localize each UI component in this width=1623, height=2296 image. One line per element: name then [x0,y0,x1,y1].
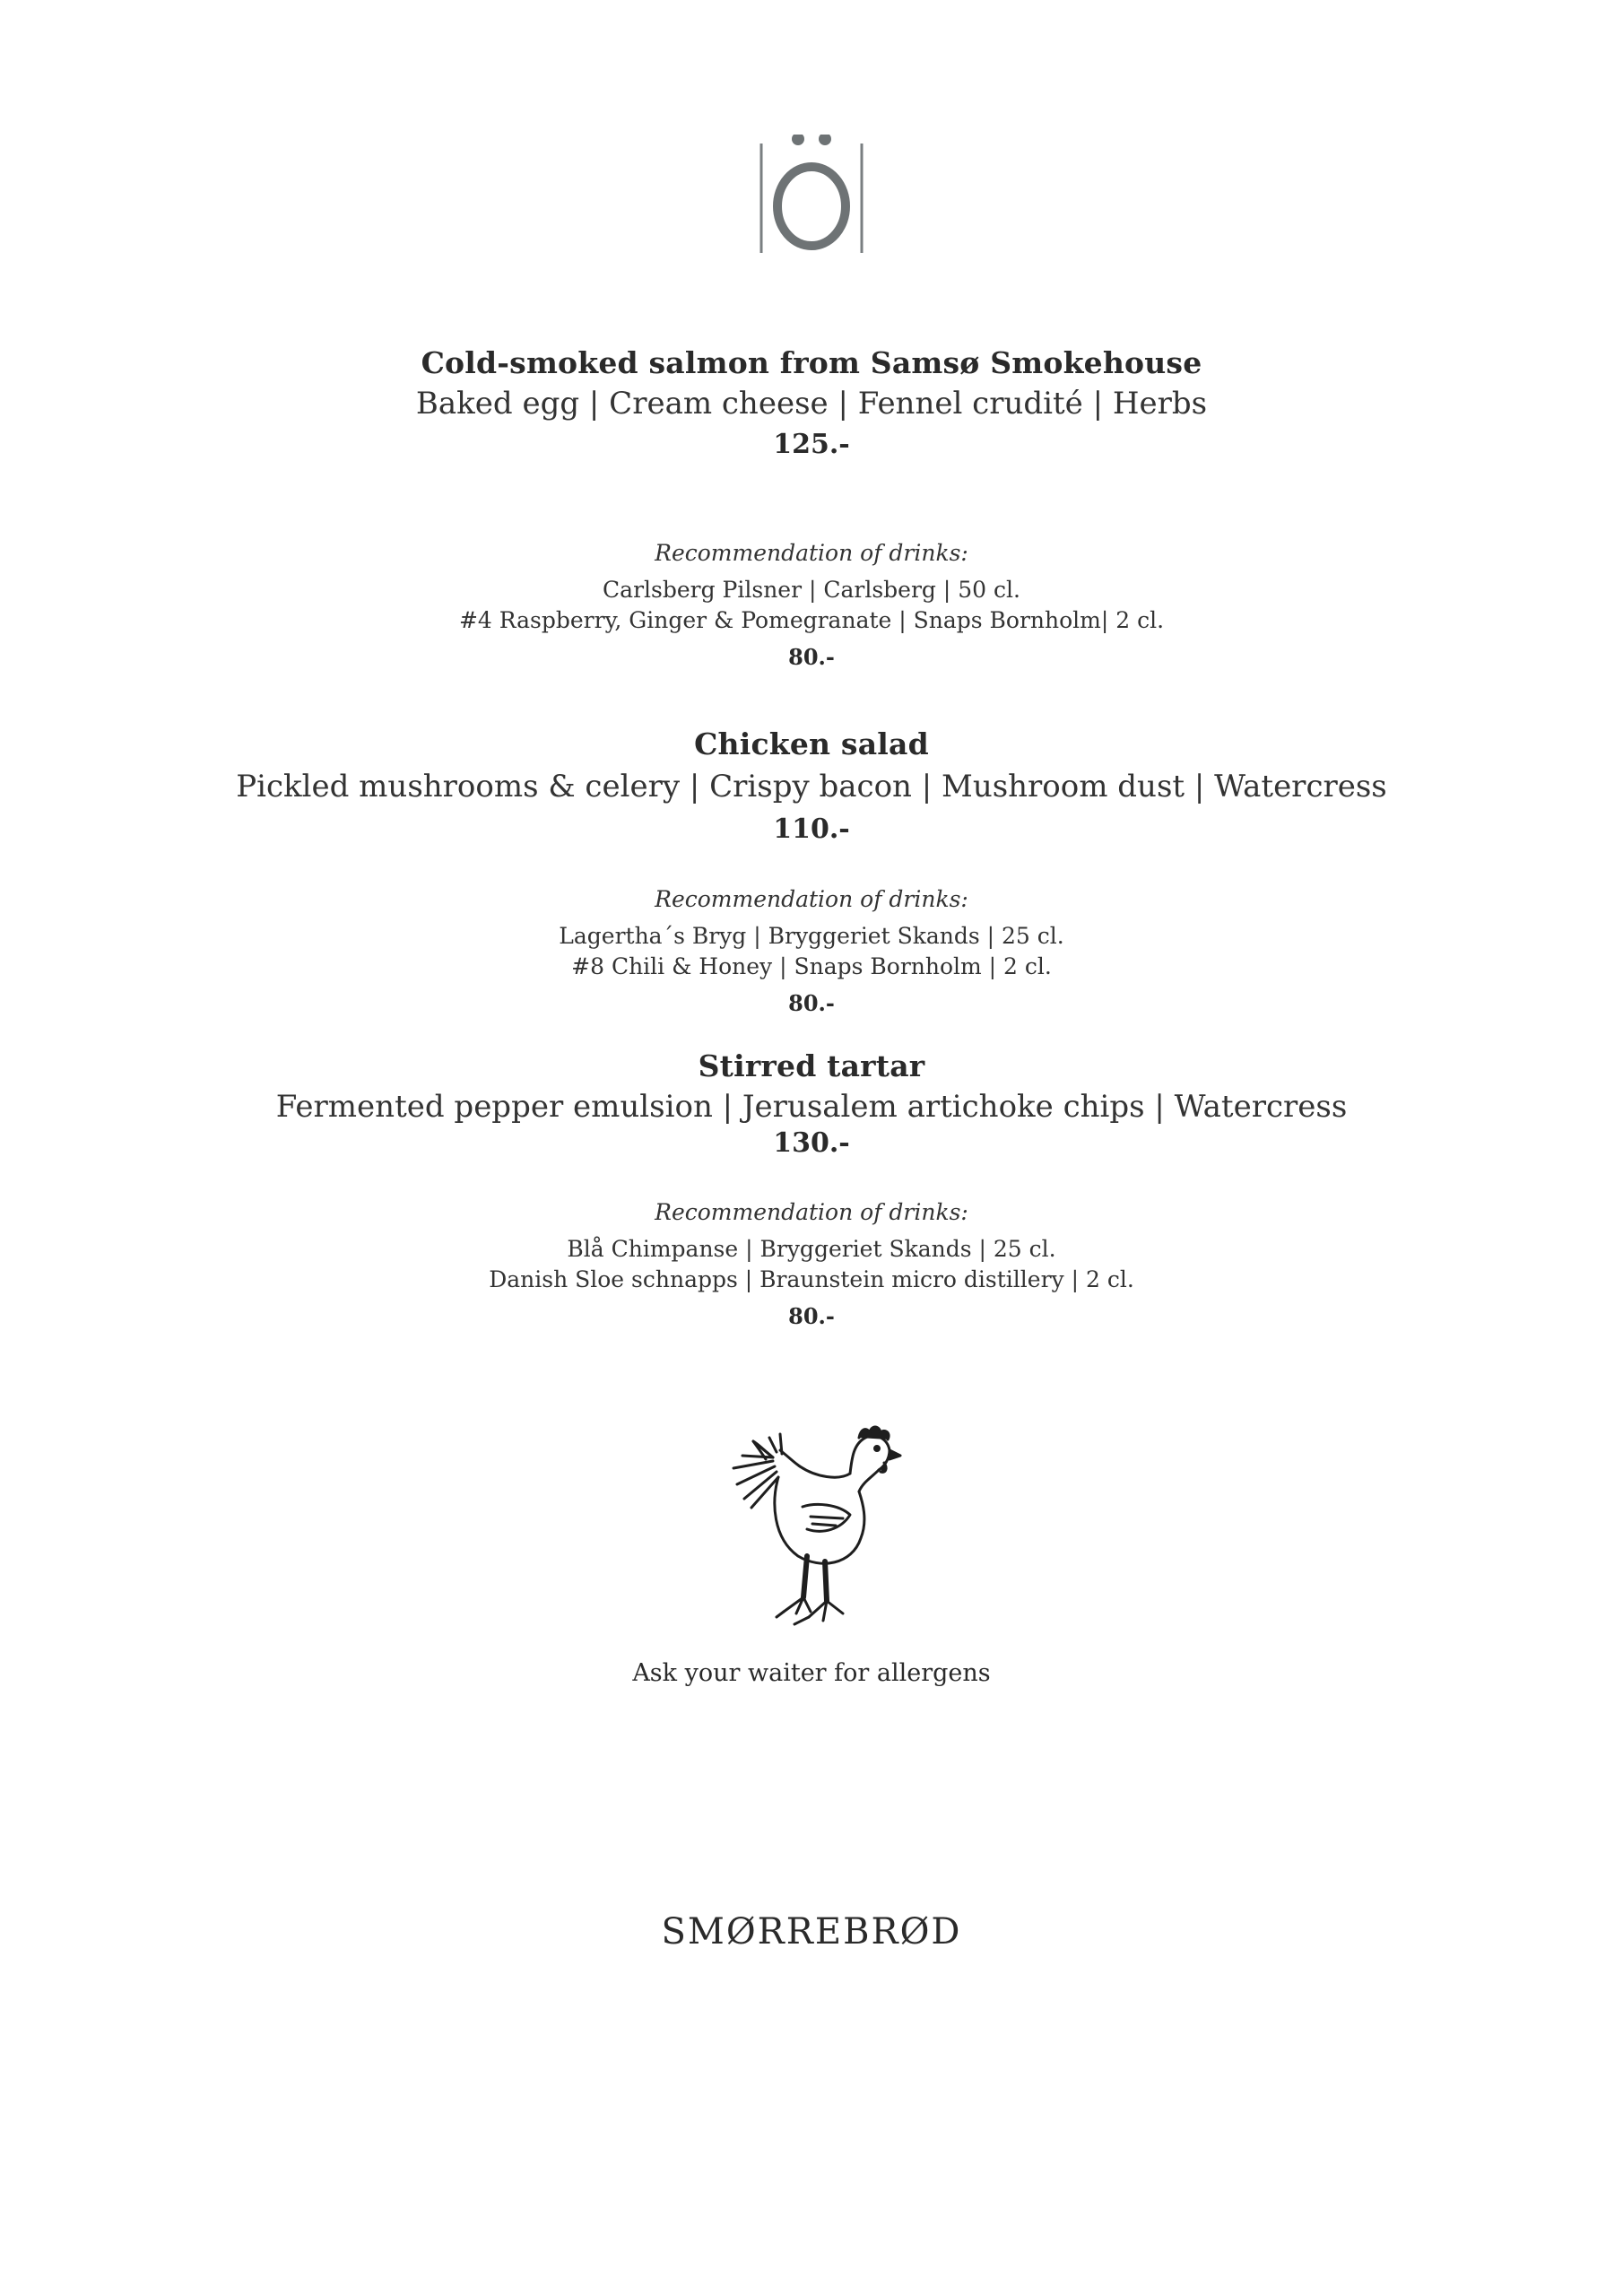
dish-price: 130.- [773,1127,850,1159]
section-title: SMØRREBRØD [661,1911,962,1952]
dish-title: Stirred tartar [698,1048,925,1083]
dish-title: Cold-smoked salmon from Samsø Smokehouse [421,345,1202,380]
allergen-note: Ask your waiter for allergens [632,1659,991,1687]
rooster-icon [717,1422,906,1632]
dish-description: Pickled mushrooms & celery | Crispy bacon | Mushroom dust | Watercress [236,769,1387,804]
drink-item: #4 Raspberry, Ginger & Pomegranate | Snaps Bornholm| 2 cl. [458,607,1165,633]
dish-price: 125.- [773,429,850,460]
drink-item: Carlsberg Pilsner | Carlsberg | 50 cl. [603,577,1020,603]
drinks-recommendation-label: Recommendation of drinks: [655,540,968,566]
drink-item: #8 Chili & Honey | Snaps Bornholm | 2 cl. [571,953,1052,979]
dish-title: Chicken salad [694,726,929,761]
restaurant-logo [758,135,865,260]
drinks-price: 80.- [788,990,835,1016]
drink-item: Danish Sloe schnapps | Braunstein micro distillery | 2 cl. [489,1266,1134,1292]
drinks-recommendation-label: Recommendation of drinks: [655,886,968,912]
dish-description: Fermented pepper emulsion | Jerusalem artichoke chips | Watercress [275,1089,1348,1125]
dish-price: 110.- [773,813,850,845]
dish-description: Baked egg | Cream cheese | Fennel crudité | Herbs [415,386,1208,422]
drink-item: Blå Chimpanse | Bryggeriet Skands | 25 cl. [567,1236,1056,1262]
drinks-price: 80.- [788,1303,835,1329]
drinks-recommendation-label: Recommendation of drinks: [655,1199,968,1225]
drink-item: Lagertha´s Bryg | Bryggeriet Skands | 25 cl. [559,923,1064,949]
drinks-price: 80.- [788,644,835,670]
